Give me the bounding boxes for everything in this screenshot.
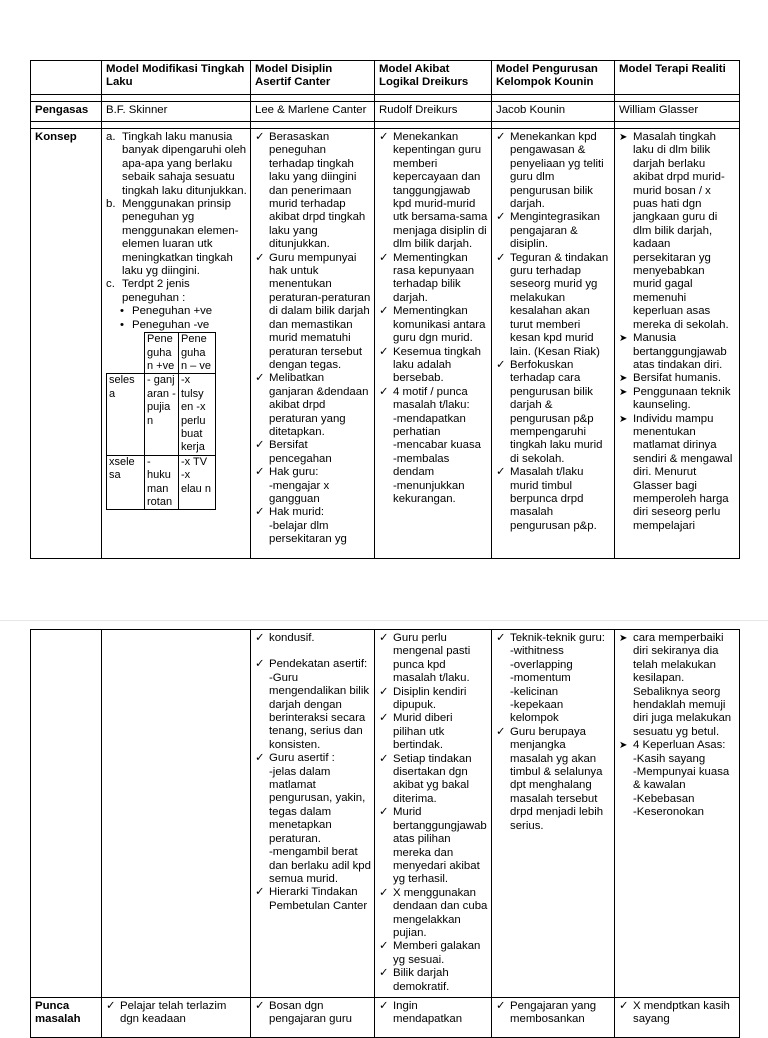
check-item: ✓ Murid diberi pilihan utk bertindak. [379,712,488,752]
konsep-dreikurs [375,129,492,559]
check-item: ✓ Memberi galakan yg sesuai. [379,940,488,967]
check-item: ✓ Guru berupaya menjangka masalah yg akan timbul & selalunya dpt menghalang masalah tersebut drpd menjadi lebih serius. [496,726,611,833]
mini-header-positive: Pene guha n +ve [145,333,179,374]
check-item: ✓ Kesemua tingkah laku adalah bersebab. [379,346,488,386]
header-dreikurs: Model Akibat Logikal Dreikurs [375,61,492,95]
check-item: ✓ Mengintegrasikan pengajaran & disiplin. [496,211,611,251]
row-label-punca-masalah: Punca masalah [31,998,102,1038]
mini-row-label: xsele sa [107,455,145,510]
check-item: ✓ Hak guru: -mengajar x gangguan [255,466,371,506]
kounin-points-continued [496,632,611,833]
check-item: ✓ Berasaskan peneguhan terhadap tingkah laku yang diingini dan penerimaan murid terhadap akibat drpd tingkah laku yang ditunjukkan. [255,131,371,252]
check-item: ✓ Bilik darjah demokratif. [379,967,488,994]
pengasas-row [31,102,740,122]
arrow-item: ➤ Manusia bertanggungjawab atas tindakan diri. [619,332,736,372]
mini-cell: - ganj aran - pujia n [145,374,179,455]
document-page-2 [0,620,768,1025]
check-item: ✓ Menekankan kpd pengawasan & penyeliaan yg teliti guru dlm pengurusan bilik darjah. [496,131,611,211]
check-item: ✓ Masalah t/laku murid timbul berpunca drpd masalah pengurusan p&p. [496,466,611,533]
arrow-item: ➤ Individu mampu menentukan matlamat dirinya sendiri & mengawal diri. Menurut Glasser bagi memperoleh harga diri seseorg perlu mempelajari [619,413,736,534]
check-item: ✓ Ingin mendapatkan [379,1000,488,1027]
konsep-canter [251,129,375,559]
mini-header-negative: Pene guha n – ve [179,333,216,374]
peneguhan-positive: • Peneguhan +ve [132,305,247,318]
mini-cell: -x TV -x elau n [179,455,216,510]
check-item: ✓ Melibatkan ganjaran &dendaan akibat drpd peraturan yang ditetapkan. [255,372,371,439]
skinner-point-b: b. Menggunakan prinsip peneguhan yg menggunakan elemen-elemen luaran utk meningkatkan tingkah laku yg diingini. [106,198,239,278]
row-label-pengasas: Pengasas [31,102,102,122]
punca-glasser [615,998,740,1038]
peneguhan-mini-table [106,332,216,510]
konsep-glasser [615,129,740,559]
check-item: ✓ 4 motif / punca masalah t/laku: -mendapatkan perhatian -mencabar kuasa -membalas dendam -menunjukkan kekurangan. [379,386,488,507]
arrow-item: ➤ 4 Keperluan Asas: -Kasih sayang -Mempunyai kuasa & kawalan -Kebebasan -Keseronokan [619,739,736,819]
check-item: ✓ Teknik-teknik guru: -withitness -overlapping -momentum -kelicinan -kepekaan kelompok [496,632,611,726]
pengasas-glasser: William Glasser [615,102,740,122]
check-item: ✓ Guru mempunyai hak untuk menentukan peraturan-peraturan di dalam bilik darjah dan memastikan murid mematuhi peraturan tersebut dengan tegas. [255,252,371,373]
check-item: ✓ Bersifat pencegahan [255,439,371,466]
check-item: ✓ Mementingkan komunikasi antara guru dgn murid. [379,305,488,345]
header-row [31,61,740,95]
canter-points [255,131,371,547]
check-item: ✓ Mementingkan rasa kepunyaan terhadap bilik darjah. [379,252,488,306]
mini-row-label: seles a [107,374,145,455]
separator-row [31,95,740,102]
check-item: ✓ Guru asertif : -jelas dalam matlamat pengurusan, yakin, tegas dalam menetapkan peraturan. -mengambil berat dan berlaku adil kpd semua murid. [255,752,371,886]
peneguhan-list [106,305,247,332]
pengasas-skinner: B.F. Skinner [102,102,251,122]
mini-row-selesai [107,374,216,455]
row-label-konsep: Konsep [31,129,102,559]
continued-text: ➤ cara memperbaiki diri sekiranya dia telah melakukan kesilapan. Sebaliknya seorg hendaklah memuji diri juga melakukan sesuatu yg betul. [619,632,736,739]
check-item: ✓ Pengajaran yang membosankan [496,1000,611,1027]
konsep-label-empty [31,630,102,998]
mini-cell: - huku man rotan [145,455,179,510]
pengasas-kounin: Jacob Kounin [492,102,615,122]
check-item: ✓ Bosan dgn pengajaran guru [255,1000,371,1027]
punca-dreikurs [375,998,492,1038]
punca-skinner [102,998,251,1038]
check-item: ✓ Hierarki Tindakan Pembetulan Canter [255,886,371,913]
skinner-points [106,131,247,305]
separator-row [31,122,740,129]
punca-row [31,998,740,1038]
arrow-item: ➤ Masalah tingkah laku di dlm bilik darjah berlaku akibat drpd murid-murid bosan / x puas hati dgn jangkaan guru di dlm bilik darjah, kadaan persekitaran yg menyebabkan murid gagal memenuhi keperluan asas mereka di sekolah. [619,131,736,332]
check-item: ✓ Hak murid: -belajar dlm persekitaran yg [255,506,371,546]
konsep-skinner [102,129,251,559]
continued-text: ✓ kondusif. [255,632,371,645]
check-item: ✓ Pendekatan asertif: -Guru mengendalikan bilik darjah dengan berinteraksi secara tenang, serius dan konsisten. [255,658,371,752]
comparison-table [30,60,740,559]
kounin-points [496,131,611,533]
konsep-glasser-continued [615,630,740,998]
pengasas-dreikurs: Rudolf Dreikurs [375,102,492,122]
arrow-item: ➤ Penggunaan teknik kaunseling. [619,386,736,413]
check-item: ✓ Guru perlu mengenal pasti punca kpd masalah t/laku. [379,632,488,686]
punca-canter [251,998,375,1038]
konsep-skinner-continued [102,630,251,998]
pengasas-canter: Lee & Marlene Canter [251,102,375,122]
mini-header-row [107,333,216,374]
header-canter: Model Disiplin Asertif Canter [251,61,375,95]
check-item: ✓ Menekankan kepentingan guru memberi kepercayaan dan tanggungjawab kpd murid-murid utk bersama-sama menjaga disiplin di dlm bilik darjah. [379,131,488,252]
konsep-kounin [492,129,615,559]
check-item: ✓ X menggunakan dendaan dan cuba mengelakkan pujian. [379,887,488,941]
check-item: ✓ X mendptkan kasih sayang [619,1000,736,1027]
glasser-points-continued [619,632,736,739]
check-item: ✓ Berfokuskan terhadap cara pengurusan bilik darjah & pengurusan p&p mempengaruhi tingkah laku murid di sekolah. [496,359,611,466]
mini-row-xselesai [107,455,216,510]
konsep-row [31,129,740,559]
check-item: ✓ Murid bertanggungjawab atas pilihan mereka dan menyedari akibat yg terhasil. [379,806,488,886]
check-item: ✓ Teguran & tindakan guru terhadap seseorg murid yg melakukan kesalahan akan turut memberi kesan kpd murid lain. (Kesan Riak) [496,252,611,359]
glasser-points [619,131,736,533]
comparison-table-continued [30,629,740,1038]
mini-cell: -x tulsy en -x perlu buat kerja [179,374,216,455]
konsep-kounin-continued [492,630,615,998]
header-kounin: Model Pengurusan Kelompok Kounin [492,61,615,95]
dreikurs-points [379,131,488,506]
canter-points-continued [255,632,371,645]
konsep-dreikurs-continued [375,630,492,998]
check-item: ✓ Disiplin kendiri dipupuk. [379,686,488,713]
dreikurs-points-continued [379,632,488,994]
arrow-item: ➤ Bersifat humanis. [619,372,736,385]
check-item: ✓ Setiap tindakan disertakan dgn akibat yg bakal diterima. [379,753,488,807]
header-skinner: Model Modifikasi Tingkah Laku [102,61,251,95]
header-cell-empty [31,61,102,95]
skinner-point-a: a. Tingkah laku manusia banyak dipengaruhi oleh apa-apa yang berlaku sebaik sahaja sesuatu tingkah laku ditunjukkan. [106,131,247,197]
header-glasser: Model Terapi Realiti [615,61,740,95]
konsep-canter-continued [251,630,375,998]
konsep-row-continued [31,630,740,998]
peneguhan-negative: • Peneguhan -ve [132,319,247,332]
check-item: ✓ Pelajar telah terlazim dgn keadaan [106,1000,247,1027]
punca-kounin [492,998,615,1038]
skinner-point-c: c. Terdpt 2 jenis peneguhan : [106,278,190,304]
